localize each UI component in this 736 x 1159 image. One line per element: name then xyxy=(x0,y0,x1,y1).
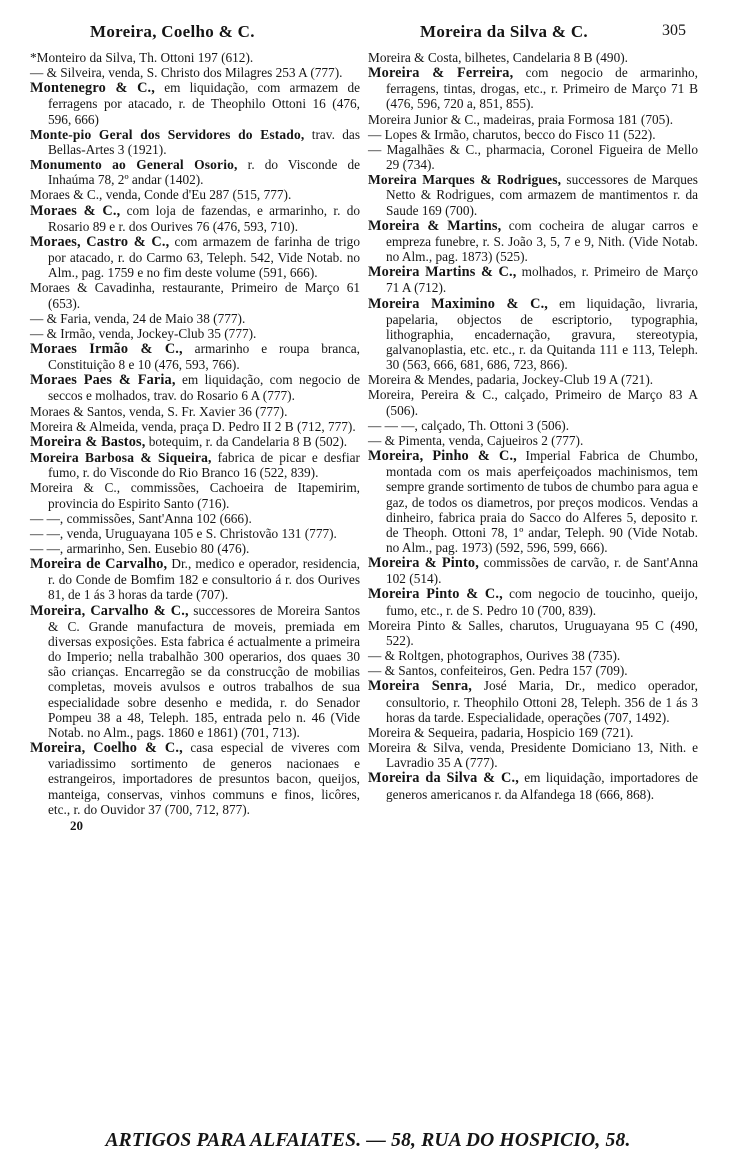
entry-firm-name: Moreira, Coelho & C., xyxy=(30,740,183,757)
directory-entry xyxy=(368,448,698,555)
directory-entry xyxy=(30,187,360,202)
directory-entry xyxy=(368,725,698,740)
entry-firm-name: Montenegro & C., xyxy=(30,80,156,97)
entry-details: — —, commissões, Sant'Anna 102 (666). xyxy=(30,510,252,526)
directory-entry xyxy=(368,50,698,65)
entry-details: Moreira & Mendes, padaria, Jockey-Club 19 A (721). xyxy=(368,372,654,388)
entry-details: com negocio de armarinho, ferragens, tintas, drogas, etc., r. Primeiro de Março 71 B (476, 596, 720 a, 851, 855). xyxy=(386,65,698,112)
entry-details: Moreira & Almeida, venda, praça D. Pedro II 2 B (712, 777). xyxy=(30,418,356,434)
entry-details: em liquidação, livraria, papelaria, objectos de escriptorio, typographia, lithographia, encadernação, gravura, stereotypia, galvanoplastia, etc. etc., r. da Quitanda 111 e 113, Teleph. 30 (563, 666, 681, 686, 723, 866). xyxy=(386,295,698,373)
entry-details: Moreira Junior & C., madeiras, praia Formosa 181 (705). xyxy=(368,111,674,127)
directory-entry xyxy=(368,663,698,678)
entry-details: Moraes & Santos, venda, S. Fr. Xavier 36 (777). xyxy=(30,403,288,419)
directory-entry xyxy=(368,387,698,417)
entry-firm-name: Moreira Maximino & C., xyxy=(368,295,549,312)
directory-entry xyxy=(30,434,360,450)
directory-entry xyxy=(368,770,698,801)
directory-entry xyxy=(30,80,360,126)
entry-details: Moreira & Costa, bilhetes, Candelaria 8 B (490). xyxy=(368,50,628,65)
entry-details: — Magalhães & C., pharmacia, Coronel Figueira de Mello 29 (734). xyxy=(368,141,698,173)
signature-number: 20 xyxy=(70,817,83,833)
right-column xyxy=(368,50,698,802)
entry-details: — & Pimenta, venda, Cajueiros 2 (777). xyxy=(368,432,584,448)
entry-details: — & Irmão, venda, Jockey-Club 35 (777). xyxy=(30,325,257,341)
entry-firm-name: Moreira, Carvalho & C., xyxy=(30,602,189,619)
entry-details: Moraes & C., venda, Conde d'Eu 287 (515, 777). xyxy=(30,187,292,203)
entry-details: casa especial de viveres com variadissimo sortimento de generos nacionaes e estrangeiros, importadores de presuntos bacon, queijos, manteiga, conservas, vinhos communs e finos, licôres, etc., r. do Ouvidor 37 (700, 712, 877). xyxy=(48,740,360,817)
directory-entry xyxy=(30,419,360,434)
entry-details: José Maria, Dr., medico operador, consultorio, r. Theophilo Ottoni 28, Teleph. 356 de 1 ás 3 horas da tarde. Especialidade, operações (707, 1492). xyxy=(386,678,698,725)
entry-details: — & Santos, confeiteiros, Gen. Pedra 157 (709). xyxy=(368,663,628,679)
entry-firm-name: Moreira & Martins, xyxy=(368,217,502,234)
entry-firm-name: Monte-pio Geral dos Servidores do Estado, xyxy=(30,126,305,142)
entry-firm-name: Moreira & Pinto, xyxy=(368,555,479,572)
directory-entry xyxy=(30,157,360,187)
entry-details: *Monteiro da Silva, Th. Ottoni 197 (612). xyxy=(30,50,254,65)
entry-firm-name: Moraes Paes & Faria, xyxy=(30,372,176,389)
entry-details: Moreira & C., commissões, Cachoeira de Itapemirim, provincia do Espirito Santo (716). xyxy=(30,480,360,511)
entry-details: em liquidação, importadores de generos americanos r. da Alfandega 18 (666, 868). xyxy=(386,770,698,802)
entry-details: Imperial Fabrica de Chumbo, montada com os mais aperfeiçoados machinismos, tem sempre grande sortimento de tubos de chumbo para agua e gaz, de todos os diametros, por preços modicos. Vendas a dinheiro, fabrica praia do Sacco do Alferes 5, deposito r. de Theoph. Ottoni 78, 1º andar, Teleph. 90 (Vide Notab. no Alm., pag. 1973) (592, 596, 599, 666). xyxy=(386,448,699,555)
entry-details: Moreira Pinto & Salles, charutos, Uruguayana 95 C (490, 522). xyxy=(368,617,698,648)
entry-details: em liquidação, com armazem de ferragens por atacado, r. de Theophilo Ottoni 16 (476, 596, 666) xyxy=(48,80,360,127)
entry-details: successores de Marques Netto & Rodrigues, com armazem de mantimentos r. da Saude 169 (700). xyxy=(386,172,698,218)
entry-details: — — —, calçado, Th. Ottoni 3 (506). xyxy=(368,417,570,433)
entry-details: com loja de fazendas, e armarinho, r. do Rosario 89 e r. dos Ourives 76 (476, 593, 710). xyxy=(48,202,360,234)
entry-firm-name: Moreira Marques & Rodrigues, xyxy=(368,172,562,188)
entry-details: — Lopes & Irmão, charutos, becco do Fisco 11 (522). xyxy=(368,126,656,142)
directory-entry xyxy=(30,280,360,310)
directory-entry xyxy=(30,740,360,817)
entry-details: Dr., medico e operador, residencia, r. do Conde de Bomfim 182 e consultorio á r. dos Ourives 81, de 1 ás 3 horas da tarde (707). xyxy=(48,556,361,603)
directory-entry xyxy=(368,65,698,111)
directory-entry xyxy=(30,203,360,234)
directory-entry xyxy=(368,740,698,770)
entry-details: commissões de carvão, r. de Sant'Anna 102 (514). xyxy=(386,555,698,587)
entry-details: Moreira & Sequeira, padaria, Hospicio 169 (721). xyxy=(368,724,634,740)
entry-firm-name: Moreira Pinto & C., xyxy=(368,586,503,603)
directory-entry xyxy=(30,556,360,602)
entry-details: armarinho e roupa branca, Constituição 8 e 10 (476, 593, 766). xyxy=(48,340,360,373)
running-head-left: Moreira, Coelho & C. xyxy=(90,22,255,41)
entry-details: molhados, r. Primeiro de Março 71 A (712). xyxy=(386,264,698,296)
entry-details: — & Silveira, venda, S. Christo dos Milagres 253 A (777). xyxy=(30,65,343,81)
directory-entry xyxy=(368,112,698,127)
directory-entry xyxy=(30,526,360,541)
entry-details: com armazem de farinha de trigo por atacado, r. do Carmo 63, Teleph. 542, Vide Notab. no Alm., pag. 1759 e no fim deste volume (591, 666). xyxy=(48,233,360,281)
entry-firm-name: Moreira Martins & C., xyxy=(368,264,517,281)
entry-firm-name: Moreira Barbosa & Siqueira, xyxy=(30,450,212,466)
running-head-right: Moreira da Silva & C. xyxy=(420,22,588,41)
entry-details: — —, venda, Uruguayana 105 e S. Christovão 131 (777). xyxy=(30,525,337,541)
directory-entry xyxy=(30,404,360,419)
entry-firm-name: Moreira & Bastos, xyxy=(30,433,146,450)
directory-entry xyxy=(30,50,360,65)
directory-entry xyxy=(368,648,698,663)
entry-details: — —, armarinho, Sen. Eusebio 80 (476). xyxy=(30,541,250,556)
entry-details: Moreira, Pereira & C., calçado, Primeiro de Março 83 A (506). xyxy=(368,387,698,418)
entry-details: Moreira & Silva, venda, Presidente Domiciano 13, Nith. e Lavradio 35 A (777). xyxy=(368,740,698,771)
directory-entry xyxy=(30,234,360,280)
directory-entry xyxy=(368,264,698,295)
entry-firm-name: Moraes & C., xyxy=(30,202,121,219)
directory-entry xyxy=(368,418,698,433)
directory-entry xyxy=(30,603,360,740)
entry-details: com cocheira de alugar carros e empreza funebre, r. S. João 3, 5, 7 e 9, Nith. (Vide Notab. no Alm., pag. 1873) (525). xyxy=(386,217,698,265)
entry-details: com negocio de toucinho, queijo, fumo, etc., r. de S. Pedro 10 (700, 839). xyxy=(386,586,698,618)
directory-entry xyxy=(30,480,360,510)
directory-entry xyxy=(368,127,698,142)
entry-firm-name: Monumento ao General Osorio, xyxy=(30,157,238,173)
directory-entry xyxy=(368,172,698,217)
entry-details: successores de Moreira Santos & C. Grande manufactura de moveis, premiada em diversas exposições. Esta fabrica é actualmente a primeira do Imperio; nella trabalhão 300 operarios, dos quaes 30 são crianças. Encarregão se da construcção de mobilias completas, moveis avulsos e outros trabalhos de sua especialidade sobre desenho e medida, r. do Senador Pompeu 38 a 48, Teleph. 185, entrada pelo n. 46 (Vide Notab. no Alm., pags. 1860 e 1861) (701, 713). xyxy=(48,602,360,740)
directory-entry xyxy=(368,372,698,387)
directory-entry xyxy=(368,618,698,648)
directory-entry xyxy=(30,450,360,480)
left-column xyxy=(30,50,360,833)
entry-firm-name: Moreira Senra, xyxy=(368,678,472,695)
directory-entry xyxy=(30,65,360,80)
entry-details: r. do Visconde de Inhaúma 78, 2º andar (1402). xyxy=(48,157,360,188)
directory-entry xyxy=(368,433,698,448)
entry-details: Moraes & Cavadinha, restaurante, Primeiro de Março 61 (653). xyxy=(30,280,360,311)
directory-entry xyxy=(368,218,698,264)
page-header xyxy=(0,22,736,48)
entry-firm-name: Moraes, Castro & C., xyxy=(30,233,170,250)
page-number: 305 xyxy=(662,22,686,39)
directory-entry xyxy=(30,311,360,326)
entry-firm-name: Moreira da Silva & C., xyxy=(368,770,519,787)
directory-entry xyxy=(30,341,360,372)
directory-entry xyxy=(368,555,698,586)
directory-entry xyxy=(368,586,698,617)
entry-details: fabrica de picar e desfiar fumo, r. do Visconde do Rio Branco 16 (522, 839). xyxy=(48,450,360,481)
directory-entry xyxy=(30,541,360,556)
directory-entry xyxy=(368,678,698,724)
directory-entry xyxy=(368,296,698,373)
directory-entry xyxy=(30,372,360,403)
entry-firm-name: Moreira de Carvalho, xyxy=(30,556,168,573)
entry-firm-name: Moreira & Ferreira, xyxy=(368,65,514,82)
entry-details: — & Roltgen, photographos, Ourives 38 (735). xyxy=(368,648,621,664)
directory-entry xyxy=(368,142,698,172)
entry-details: botequim, r. da Candelaria 8 B (502). xyxy=(145,433,348,449)
entry-firm-name: Moreira, Pinho & C., xyxy=(368,448,517,465)
entry-details: em liquidação, com negocio de seccos e molhados, trav. do Rosario 6 A (777). xyxy=(48,372,360,404)
directory-entry xyxy=(30,127,360,157)
entry-details: trav. das Bellas-Artes 3 (1921). xyxy=(48,126,360,157)
advertisement-footer: ARTIGOS PARA ALFAIATES. — 58, RUA DO HOSPICIO, 58. xyxy=(105,1130,631,1151)
entry-firm-name: Moraes Irmão & C., xyxy=(30,340,183,357)
entry-details: — & Faria, venda, 24 de Maio 38 (777). xyxy=(30,310,246,326)
directory-entry xyxy=(30,326,360,341)
directory-entry xyxy=(30,511,360,526)
